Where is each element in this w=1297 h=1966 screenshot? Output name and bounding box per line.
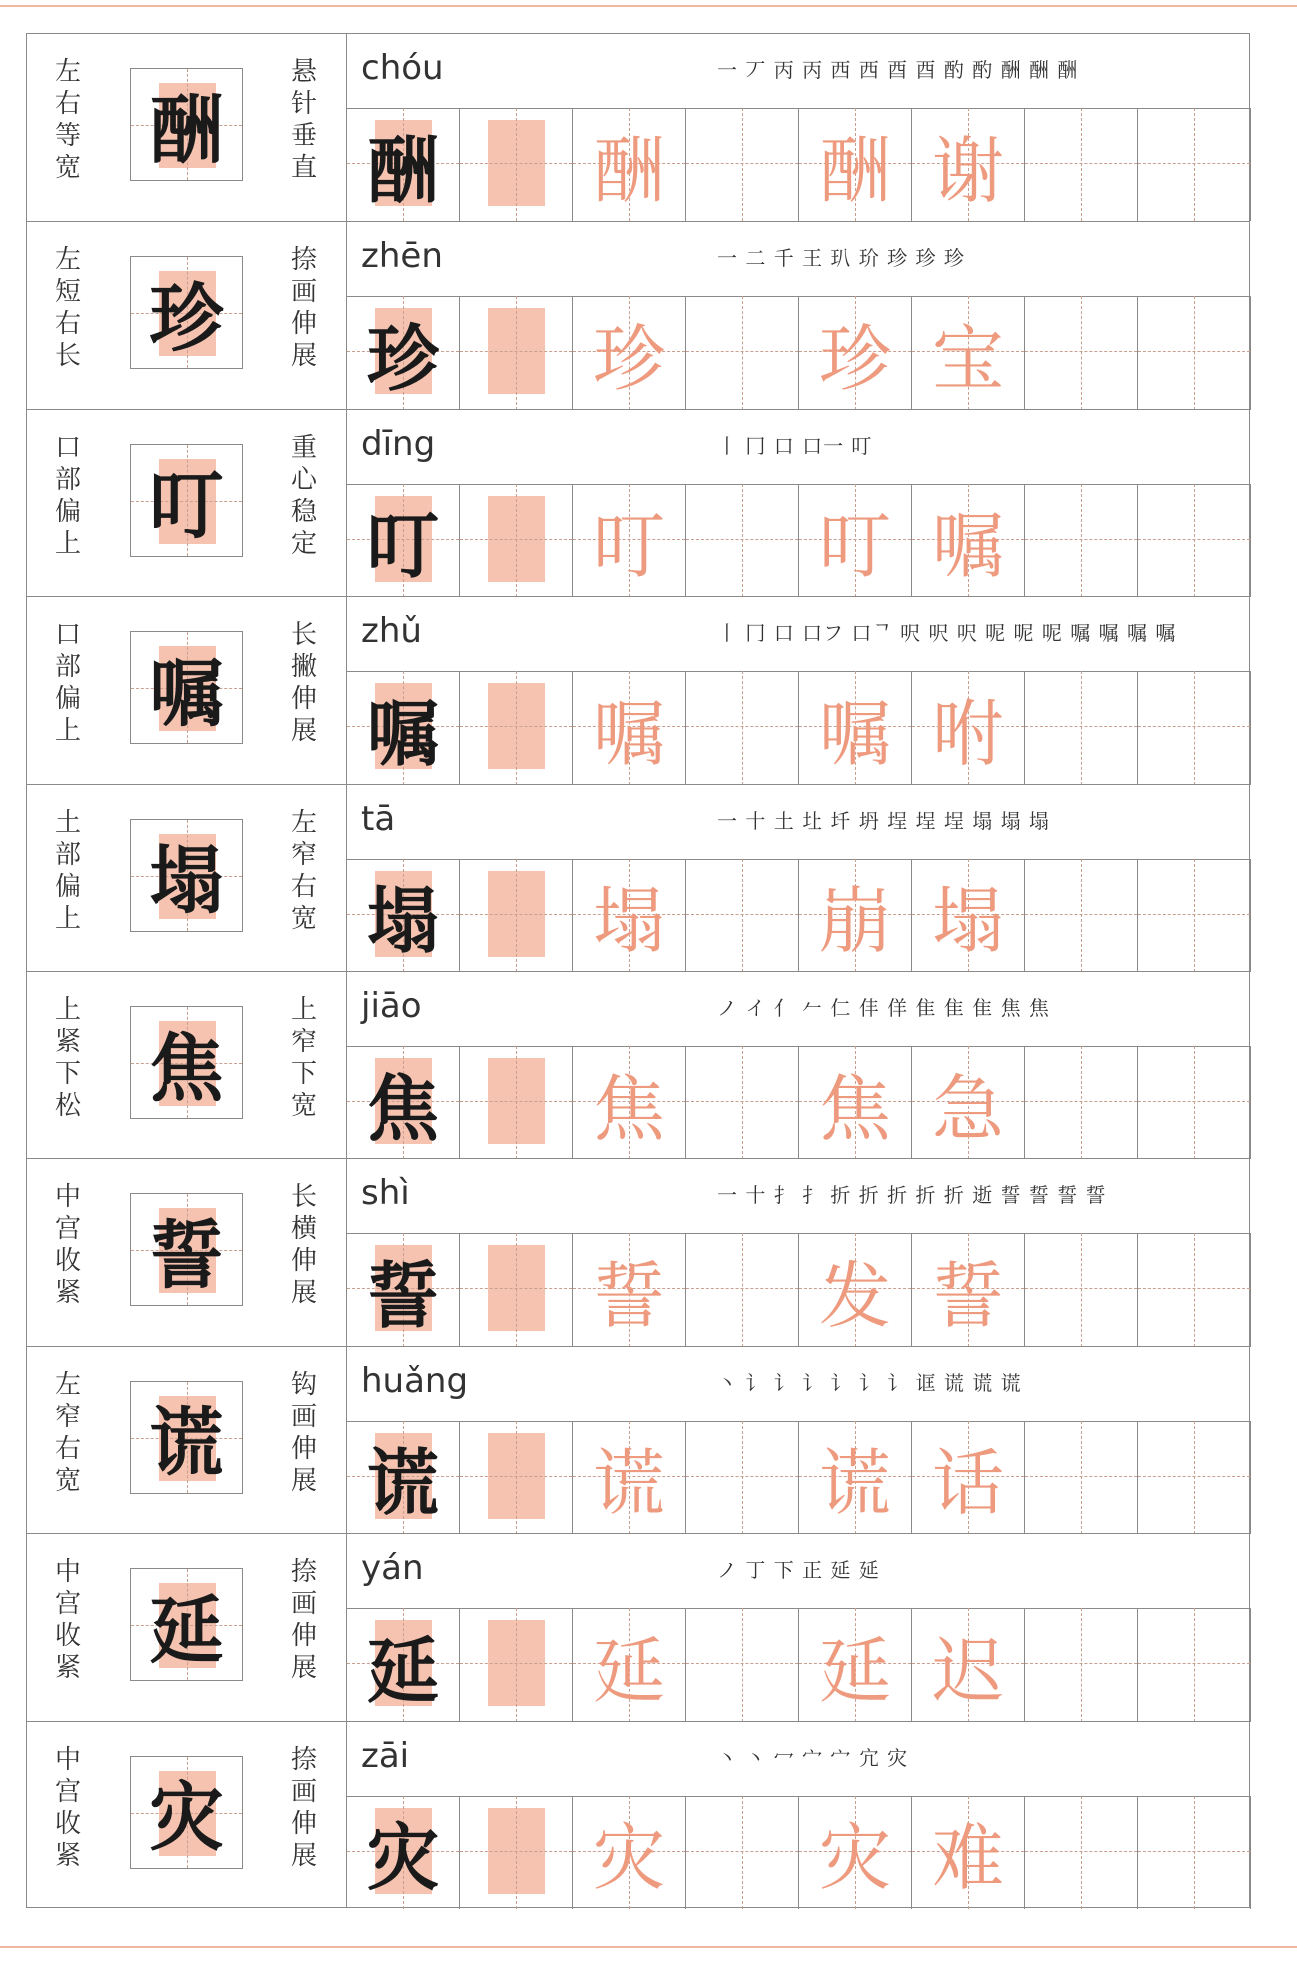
example-character: 叮 — [366, 503, 439, 589]
practice-grid — [347, 1233, 1249, 1346]
structure-note: 口部偏上 — [54, 620, 81, 747]
guide-line — [516, 296, 517, 409]
guide-line — [742, 1233, 743, 1346]
practice-cell[interactable] — [799, 1796, 912, 1909]
example-character: 嘱 — [366, 690, 439, 776]
practice-cell[interactable] — [573, 296, 686, 409]
practice-cell[interactable] — [686, 1796, 799, 1909]
practice-cell[interactable] — [1138, 671, 1251, 784]
structure-note: 中宫收紧 — [54, 1557, 81, 1684]
stroke-order: 一 二 千 王 玐 玠 珍 珍 珍 — [717, 246, 965, 271]
model-character-box — [130, 1381, 243, 1494]
guide-line — [742, 1796, 743, 1909]
practice-cell[interactable] — [460, 1046, 573, 1159]
practice-cell[interactable] — [460, 108, 573, 221]
practice-grid — [347, 859, 1249, 972]
top-divider — [0, 5, 1297, 7]
stroke-note: 捺画伸展 — [290, 245, 317, 372]
practice-cell[interactable] — [573, 859, 686, 972]
structure-note: 左短右长 — [54, 245, 81, 372]
practice-cell[interactable] — [573, 1796, 686, 1909]
word-character: 迟 — [931, 1628, 1004, 1713]
trace-character: 焦 — [592, 1066, 665, 1151]
stroke-order: 丨 冂 口 口一 叮 — [717, 433, 873, 458]
practice-cell[interactable] — [347, 108, 460, 221]
practice-cell[interactable] — [1138, 1233, 1251, 1346]
practice-cell[interactable] — [573, 484, 686, 597]
practice-cell[interactable] — [573, 671, 686, 784]
guide-line — [516, 671, 517, 784]
character-info-cell — [27, 222, 347, 408]
guide-line — [516, 1046, 517, 1159]
structure-note: 上紧下松 — [54, 995, 81, 1121]
structure-note: 左右等宽 — [54, 57, 81, 183]
word-character: 嘱 — [818, 691, 891, 776]
word-character: 焦 — [818, 1066, 891, 1151]
word-character: 灾 — [818, 1816, 891, 1901]
character-info-cell — [27, 1722, 347, 1908]
character-info-cell — [27, 34, 347, 221]
practice-cell[interactable] — [686, 671, 799, 784]
trace-character: 谎 — [592, 1441, 665, 1526]
practice-cell[interactable] — [347, 1233, 460, 1346]
guide-line — [1194, 1046, 1195, 1159]
model-character: 谎 — [149, 1400, 224, 1487]
practice-cell[interactable] — [573, 108, 686, 221]
practice-grid — [347, 484, 1249, 597]
trace-character: 塌 — [592, 879, 665, 964]
trace-character: 酬 — [592, 128, 665, 213]
word-character: 话 — [931, 1441, 1004, 1526]
model-character-box — [130, 1568, 243, 1681]
stroke-note: 捺画伸展 — [290, 1557, 317, 1684]
structure-note: 中宫收紧 — [54, 1182, 81, 1309]
guide-line — [742, 859, 743, 972]
practice-cell[interactable] — [573, 1608, 686, 1721]
model-character: 酬 — [149, 87, 224, 174]
pinyin-label: zāi — [361, 1735, 410, 1776]
example-character: 塌 — [366, 878, 439, 964]
guide-line — [1194, 671, 1195, 784]
model-character-box — [130, 444, 243, 557]
character-row — [27, 1158, 1249, 1345]
example-character: 珍 — [366, 316, 439, 402]
pinyin-label: shì — [361, 1173, 410, 1214]
practice-cell[interactable] — [1138, 108, 1251, 221]
model-character: 珍 — [149, 275, 224, 362]
structure-note: 土部偏上 — [54, 807, 81, 934]
guide-line — [1194, 484, 1195, 597]
trace-character: 灾 — [592, 1816, 665, 1901]
practice-cell[interactable] — [1138, 296, 1251, 409]
word-character: 崩 — [818, 879, 891, 964]
pinyin-label: jiāo — [361, 986, 422, 1026]
practice-cell[interactable] — [799, 859, 912, 972]
guide-line — [1194, 108, 1195, 221]
word-character: 嘱 — [931, 504, 1004, 589]
stroke-order: 丶 丶 冖 宀 宀 宂 灾 — [717, 1745, 909, 1770]
trace-character: 叮 — [592, 504, 665, 589]
model-character-box — [130, 1193, 243, 1306]
guide-line — [1081, 484, 1082, 597]
practice-cell[interactable] — [573, 1046, 686, 1159]
practice-grid — [347, 1046, 1249, 1159]
guide-line — [516, 1421, 517, 1534]
guide-line — [1194, 1233, 1195, 1346]
practice-cell[interactable] — [912, 1233, 1025, 1346]
word-character: 谎 — [818, 1441, 891, 1526]
stroke-note: 上窄下宽 — [290, 995, 317, 1121]
practice-cell[interactable] — [347, 859, 460, 972]
practice-cell[interactable] — [1025, 1608, 1138, 1721]
guide-line — [742, 1608, 743, 1721]
guide-line — [1081, 859, 1082, 972]
pinyin-label: dīng — [361, 423, 436, 464]
model-character-box — [130, 256, 243, 369]
practice-cell[interactable] — [1138, 484, 1251, 597]
guide-line — [742, 108, 743, 221]
character-row — [27, 971, 1249, 1158]
guide-line — [1194, 1421, 1195, 1534]
word-character: 酬 — [818, 128, 891, 213]
practice-cell[interactable] — [347, 484, 460, 597]
character-info-cell — [27, 972, 347, 1158]
practice-cell[interactable] — [1025, 1046, 1138, 1159]
guide-line — [516, 1608, 517, 1721]
practice-cell[interactable] — [1025, 1796, 1138, 1909]
guide-line — [1081, 671, 1082, 784]
character-row — [27, 784, 1249, 971]
example-character: 灾 — [366, 1815, 439, 1901]
character-row — [27, 1721, 1249, 1908]
practice-grid — [347, 108, 1249, 221]
practice-cell[interactable] — [1025, 484, 1138, 597]
practice-cell[interactable] — [912, 1796, 1025, 1909]
practice-grid — [347, 1421, 1249, 1534]
guide-line — [1081, 108, 1082, 221]
practice-cell[interactable] — [912, 1608, 1025, 1721]
practice-grid — [347, 671, 1249, 784]
practice-cell[interactable] — [686, 484, 799, 597]
model-character: 焦 — [149, 1025, 224, 1112]
character-info-cell — [27, 597, 347, 783]
pinyin-label: zhēn — [361, 236, 443, 277]
trace-character: 嘱 — [592, 691, 665, 776]
stroke-order: 一 十 土 圵 圲 坍 埕 埕 埕 塌 塌 塌 — [717, 808, 1050, 833]
character-row — [27, 221, 1249, 408]
practice-cell[interactable] — [347, 1796, 460, 1909]
word-character: 发 — [818, 1254, 891, 1339]
practice-cell[interactable] — [347, 1608, 460, 1721]
pinyin-label: huǎng — [361, 1360, 469, 1401]
character-info-cell — [27, 1159, 347, 1345]
guide-line — [742, 1421, 743, 1534]
structure-note: 左窄右宽 — [54, 1369, 81, 1496]
practice-cell[interactable] — [460, 296, 573, 409]
practice-cell[interactable] — [347, 1421, 460, 1534]
stroke-note: 钩画伸展 — [290, 1369, 317, 1496]
practice-cell[interactable] — [799, 1046, 912, 1159]
practice-cell[interactable] — [1138, 1046, 1251, 1159]
word-character: 难 — [931, 1816, 1004, 1901]
model-character-box — [130, 631, 243, 744]
practice-cell[interactable] — [1025, 108, 1138, 221]
practice-cell[interactable] — [799, 1233, 912, 1346]
practice-cell[interactable] — [686, 296, 799, 409]
model-character: 嘱 — [149, 650, 224, 737]
stroke-order: 一 丆 丙 丙 西 西 酉 酉 酌 酌 酬 酬 酬 — [717, 58, 1079, 82]
practice-cell[interactable] — [1025, 859, 1138, 972]
character-row — [27, 409, 1249, 596]
practice-cell[interactable] — [1138, 859, 1251, 972]
trace-character: 誓 — [592, 1254, 665, 1339]
character-info-cell — [27, 1347, 347, 1533]
practice-cell[interactable] — [686, 1233, 799, 1346]
guide-line — [1194, 859, 1195, 972]
word-character: 咐 — [931, 691, 1004, 776]
model-character-box — [130, 1006, 243, 1119]
word-character: 塌 — [931, 879, 1004, 964]
model-character-box — [130, 68, 243, 181]
practice-cell[interactable] — [1138, 1421, 1251, 1534]
practice-cell[interactable] — [799, 1421, 912, 1534]
practice-grid — [347, 1608, 1249, 1721]
practice-cell[interactable] — [573, 1233, 686, 1346]
model-character: 叮 — [149, 463, 224, 550]
stroke-order: ノ 丁 下 正 延 延 — [717, 1558, 880, 1583]
guide-line — [516, 1233, 517, 1346]
trace-character: 延 — [592, 1628, 665, 1713]
guide-line — [516, 484, 517, 597]
word-character: 谢 — [931, 128, 1004, 213]
practice-cell[interactable] — [460, 1233, 573, 1346]
word-character: 延 — [818, 1628, 891, 1713]
practice-cell[interactable] — [347, 1046, 460, 1159]
guide-line — [1081, 1796, 1082, 1909]
example-character: 延 — [366, 1627, 439, 1713]
guide-line — [1194, 1796, 1195, 1909]
model-character-box — [130, 1756, 243, 1869]
guide-line — [516, 1796, 517, 1909]
practice-cell[interactable] — [686, 1608, 799, 1721]
practice-cell[interactable] — [799, 1608, 912, 1721]
guide-line — [1081, 1046, 1082, 1159]
practice-cell[interactable] — [799, 296, 912, 409]
guide-line — [1081, 1421, 1082, 1534]
guide-line — [742, 1046, 743, 1159]
practice-cell[interactable] — [460, 484, 573, 597]
practice-sheet — [26, 33, 1250, 1908]
practice-cell[interactable] — [1025, 671, 1138, 784]
stroke-order: 丶 讠 讠 讠 讠 讠 讠 诓 谎 谎 谎 — [717, 1370, 1022, 1395]
guide-line — [1081, 1608, 1082, 1721]
pinyin-label: chóu — [361, 48, 444, 88]
guide-line — [1081, 1233, 1082, 1346]
practice-cell[interactable] — [460, 1421, 573, 1534]
guide-line — [516, 859, 517, 972]
character-info-cell — [27, 1534, 347, 1720]
guide-line — [516, 108, 517, 221]
word-character: 珍 — [818, 317, 891, 402]
practice-cell[interactable] — [347, 296, 460, 409]
pinyin-label: zhǔ — [361, 611, 422, 652]
stroke-order: ノ イ 亻 𠂉 仁 仹 佯 隹 隹 隹 焦 焦 — [717, 996, 1050, 1020]
stroke-note: 重心稳定 — [290, 432, 317, 559]
practice-cell[interactable] — [1138, 1608, 1251, 1721]
word-character: 叮 — [818, 504, 891, 589]
word-character: 誓 — [931, 1254, 1004, 1339]
character-row — [27, 1533, 1249, 1720]
practice-cell[interactable] — [686, 108, 799, 221]
practice-cell[interactable] — [347, 671, 460, 784]
practice-cell[interactable] — [1025, 296, 1138, 409]
model-character-box — [130, 819, 243, 932]
practice-cell[interactable] — [460, 671, 573, 784]
guide-line — [742, 296, 743, 409]
example-character: 誓 — [366, 1253, 439, 1339]
structure-note: 中宫收紧 — [54, 1744, 81, 1871]
practice-cell[interactable] — [686, 1421, 799, 1534]
structure-note: 口部偏上 — [54, 432, 81, 559]
pinyin-label: yán — [361, 1548, 424, 1589]
character-info-cell — [27, 410, 347, 596]
character-info-cell — [27, 785, 347, 971]
practice-grid — [347, 1796, 1249, 1909]
practice-cell[interactable] — [460, 1796, 573, 1909]
model-character: 灾 — [149, 1775, 224, 1862]
practice-cell[interactable] — [460, 1608, 573, 1721]
guide-line — [742, 484, 743, 597]
practice-cell[interactable] — [1025, 1421, 1138, 1534]
practice-cell[interactable] — [573, 1421, 686, 1534]
stroke-note: 悬针垂直 — [290, 57, 317, 183]
trace-character: 珍 — [592, 317, 665, 402]
guide-line — [1194, 1608, 1195, 1721]
practice-cell[interactable] — [912, 484, 1025, 597]
guide-line — [1081, 296, 1082, 409]
practice-cell[interactable] — [1138, 1796, 1251, 1909]
word-character: 急 — [931, 1066, 1004, 1151]
model-character: 延 — [149, 1587, 224, 1674]
guide-line — [742, 671, 743, 784]
stroke-order: 一 十 扌 扌 折 折 折 折 折 逝 誓 誓 誓 誓 — [717, 1183, 1107, 1208]
stroke-order: 丨 冂 口 口フ 口ᄀ 呎 呎 呎 呢 呢 呢 嘱 嘱 嘱 嘱 — [717, 621, 1177, 646]
practice-cell[interactable] — [799, 671, 912, 784]
practice-cell[interactable] — [1025, 1233, 1138, 1346]
pinyin-label: tā — [361, 798, 396, 839]
stroke-note: 长撇伸展 — [290, 620, 317, 747]
word-character: 宝 — [931, 317, 1004, 402]
model-character: 誓 — [149, 1212, 224, 1299]
guide-line — [1194, 296, 1195, 409]
example-character: 焦 — [366, 1065, 439, 1151]
bottom-divider — [0, 1946, 1297, 1948]
example-character: 谎 — [366, 1440, 439, 1526]
practice-grid — [347, 296, 1249, 409]
character-row — [27, 34, 1249, 221]
practice-cell[interactable] — [912, 1046, 1025, 1159]
practice-cell[interactable] — [912, 671, 1025, 784]
example-character: 酬 — [366, 127, 439, 213]
practice-cell[interactable] — [686, 859, 799, 972]
practice-cell[interactable] — [799, 108, 912, 221]
stroke-note: 捺画伸展 — [290, 1744, 317, 1871]
practice-cell[interactable] — [686, 1046, 799, 1159]
practice-cell[interactable] — [460, 859, 573, 972]
practice-cell[interactable] — [912, 296, 1025, 409]
practice-cell[interactable] — [912, 859, 1025, 972]
character-row — [27, 1346, 1249, 1533]
model-character: 塌 — [149, 838, 224, 925]
practice-cell[interactable] — [799, 484, 912, 597]
character-row — [27, 596, 1249, 783]
stroke-note: 长横伸展 — [290, 1182, 317, 1309]
stroke-note: 左窄右宽 — [290, 807, 317, 934]
practice-cell[interactable] — [912, 108, 1025, 221]
practice-cell[interactable] — [912, 1421, 1025, 1534]
